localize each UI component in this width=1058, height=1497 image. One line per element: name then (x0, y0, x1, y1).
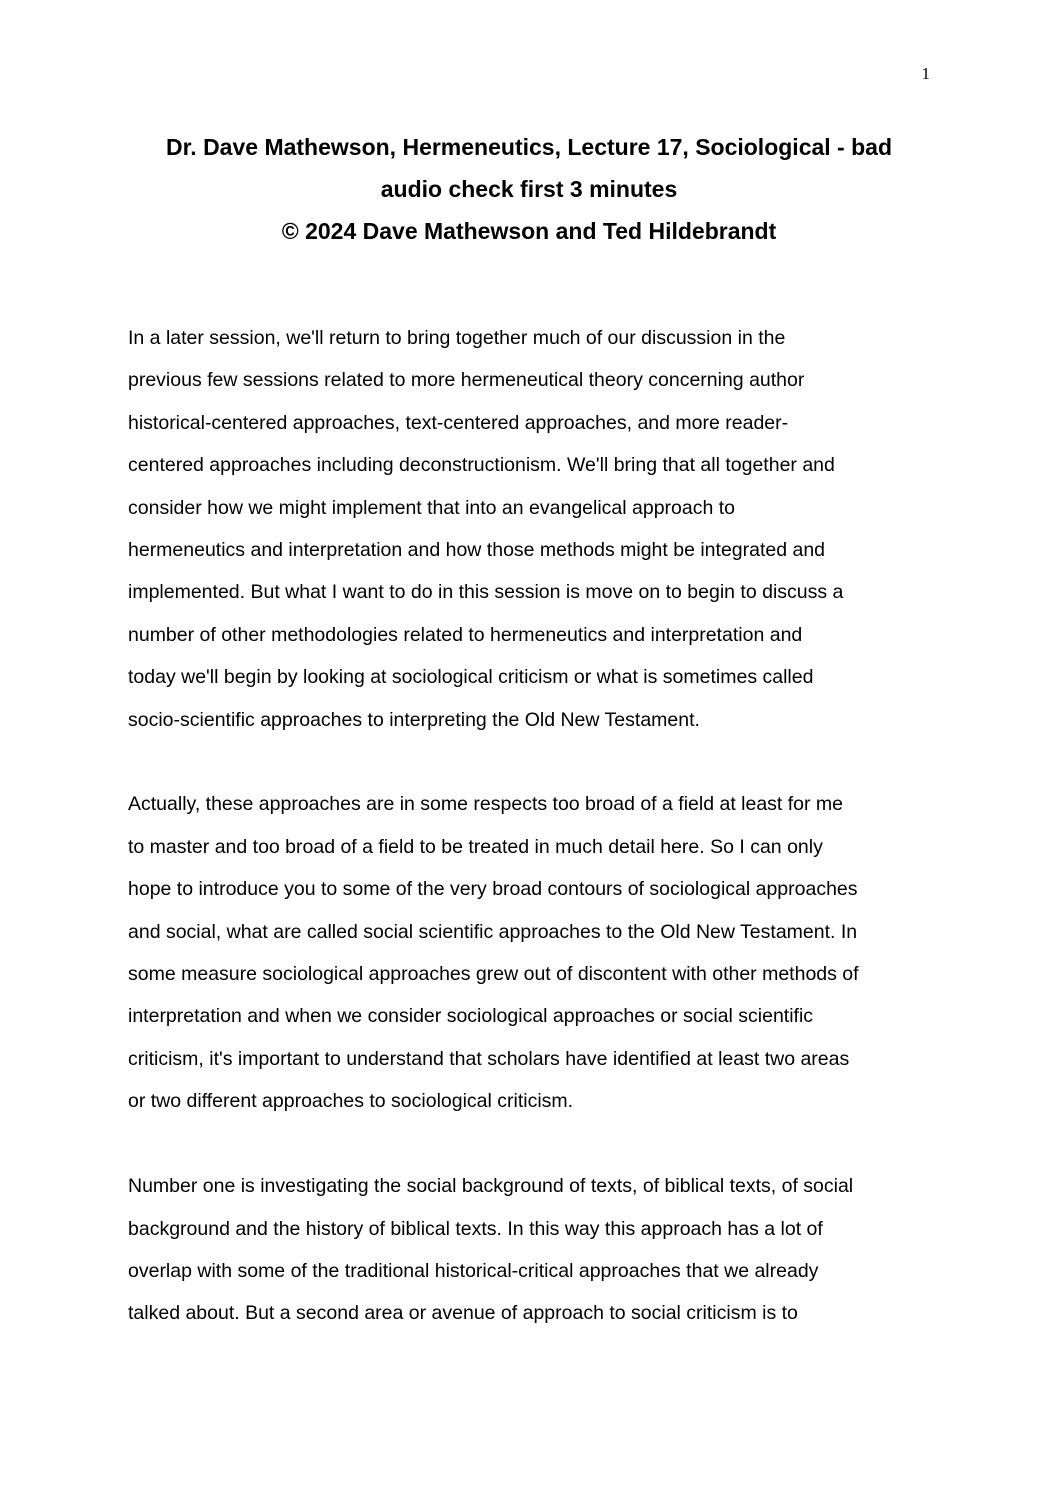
text-line: some measure sociological approaches grew out of discontent with other methods of (128, 963, 859, 986)
text-line: overlap with some of the traditional historical-critical approaches that we already (128, 1259, 819, 1282)
text-line: today we'll begin by looking at sociological criticism or what is sometimes called (128, 666, 814, 689)
text-line: socio-scientific approaches to interpreting the Old New Testament. (128, 708, 700, 731)
text-line: centered approaches including deconstructionism. We'll bring that all together and (128, 454, 835, 477)
text-line: or two different approaches to sociological criticism. (128, 1090, 574, 1113)
text-line: historical-centered approaches, text-centered approaches, and more reader- (128, 411, 789, 434)
text-line: Actually, these approaches are in some respects too broad of a field at least for me (128, 793, 844, 816)
text-line: and social, what are called social scientific approaches to the Old New Testament. In (128, 920, 858, 943)
text-line: interpretation and when we consider sociological approaches or social scientific (128, 1005, 814, 1028)
text-line: Number one is investigating the social background of texts, of biblical texts, of social (128, 1175, 854, 1198)
paragraph-2 (128, 783, 940, 1122)
text-line: to master and too broad of a field to be treated in much detail here. So I can only (128, 835, 823, 858)
text-line: criticism, it's important to understand that scholars have identified at least two areas (128, 1047, 850, 1070)
text-line: implemented. But what I want to do in this session is move on to begin to discuss a (128, 581, 844, 604)
text-line: talked about. But a second area or avenue of approach to social criticism is to (128, 1302, 798, 1325)
text-line: hope to introduce you to some of the very broad contours of sociological approaches (128, 878, 858, 901)
title-line-1: Dr. Dave Mathewson, Hermeneutics, Lecture 17, Sociological - bad (166, 134, 892, 160)
paragraph-1 (128, 317, 940, 741)
text-line: number of other methodologies related to hermeneutics and interpretation and (128, 623, 803, 646)
text-line: In a later session, we'll return to bring together much of our discussion in the (128, 327, 786, 349)
text-line: hermeneutics and interpretation and how those methods might be integrated and (128, 539, 826, 562)
text-line: consider how we might implement that into an evangelical approach to (128, 496, 736, 519)
text-line: previous few sessions related to more hermeneutical theory concerning author (128, 369, 805, 392)
text-line: background and the history of biblical texts. In this way this approach has a lot of (128, 1217, 823, 1240)
document-body (128, 317, 940, 1377)
paragraph-3 (128, 1165, 940, 1335)
copyright-line: © 2024 Dave Mathewson and Ted Hildebrandt (281, 218, 777, 244)
document-title (100, 126, 958, 252)
title-line-2: audio check first 3 minutes (380, 176, 678, 202)
page-number: 1 (921, 64, 930, 83)
